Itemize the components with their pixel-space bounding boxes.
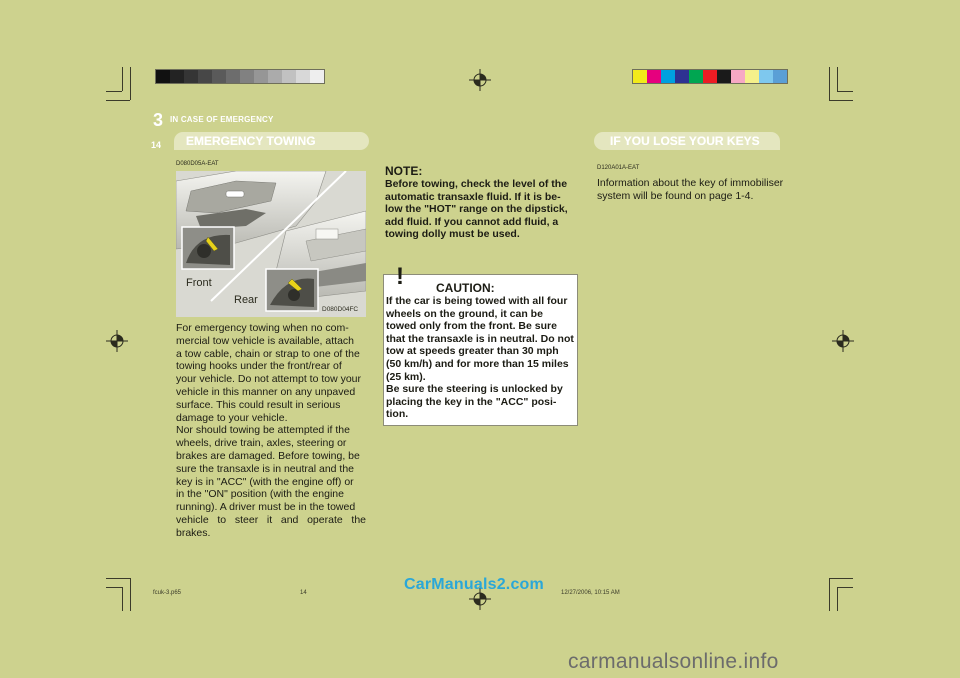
- crop-mark: [829, 578, 853, 579]
- warning-icon: !: [396, 263, 404, 290]
- caution-line: tow at speeds greater than 30 mph: [386, 345, 559, 358]
- grayscale-calibration-bar: [155, 69, 325, 84]
- color-swatch: [675, 70, 689, 83]
- crop-mark: [106, 91, 122, 92]
- crop-mark: [837, 67, 838, 91]
- crop-mark: [837, 91, 853, 92]
- color-swatch: [731, 70, 745, 83]
- crop-mark: [829, 67, 830, 100]
- lost-keys-text: [597, 177, 792, 203]
- note-line: low the "HOT" range on the dipstick,: [385, 203, 568, 216]
- color-swatch: [717, 70, 731, 83]
- gray-swatch: [170, 70, 184, 83]
- color-swatch: [661, 70, 675, 83]
- crop-mark: [829, 578, 830, 611]
- watermark-carmanuals[interactable]: CarManuals2.com: [404, 576, 544, 593]
- text-line: damage to your vehicle.: [176, 411, 288, 424]
- gray-swatch: [226, 70, 240, 83]
- text-line: towing hooks under the front/rear of: [176, 360, 342, 373]
- page-number: 14: [151, 140, 162, 150]
- caution-title: CAUTION:: [436, 281, 495, 295]
- color-swatch: [633, 70, 647, 83]
- caution-line: If the car is being towed with all four: [386, 295, 568, 307]
- color-swatch: [745, 70, 759, 83]
- section-banner-lost-keys: [594, 132, 780, 150]
- text-line: brakes are damaged. Before towing, be: [176, 449, 360, 462]
- footer-filename: fcuk-3.p65: [153, 590, 182, 596]
- gray-swatch: [198, 70, 212, 83]
- banner-title: IF YOU LOSE YOUR KEYS: [610, 134, 760, 148]
- car-towing-illustration: [176, 171, 366, 317]
- footer-timestamp: 12/27/2006, 10:15 AM: [561, 590, 620, 596]
- registration-mark-icon: [106, 330, 128, 352]
- text-line: in the "ON" position (with the engine: [176, 488, 344, 501]
- gray-swatch: [296, 70, 310, 83]
- color-swatch: [773, 70, 787, 83]
- text-line: key is in "ACC" (with the engine off) or: [176, 475, 354, 488]
- text-line: Information about the key of immobiliser: [597, 177, 784, 189]
- figure-code: D080D04FC: [322, 306, 359, 313]
- note-block: [385, 164, 577, 241]
- figure-label-rear: Rear: [234, 294, 258, 306]
- reference-code: D080D05A-EAT: [176, 161, 219, 167]
- caution-line: wheels on the ground, it can be: [386, 307, 543, 320]
- color-swatch: [703, 70, 717, 83]
- text-line: wheels, drive train, axles, steering or: [176, 437, 347, 450]
- text-line: your vehicle. Do not attempt to tow your: [176, 373, 362, 386]
- crop-mark: [106, 100, 130, 101]
- crop-mark: [837, 587, 853, 588]
- text-line: For emergency towing when no com-: [176, 322, 349, 334]
- crop-mark: [106, 587, 122, 588]
- caution-line: tion.: [386, 408, 409, 421]
- registration-mark-icon: [469, 69, 491, 91]
- gray-swatch: [310, 70, 324, 83]
- gray-swatch: [268, 70, 282, 83]
- gray-swatch: [282, 70, 296, 83]
- note-line: Before towing, check the level of the: [385, 178, 568, 190]
- section-number: 3: [153, 110, 164, 130]
- gray-swatch: [254, 70, 268, 83]
- figure-label-front: Front: [186, 277, 212, 289]
- caution-line: Be sure the steering is unlocked by: [386, 383, 563, 396]
- text-line: surface. This could result in serious: [176, 398, 341, 411]
- text-line: mercial tow vehicle is available, attach: [176, 334, 354, 347]
- note-line: towing dolly must be used.: [385, 228, 520, 241]
- gray-swatch: [212, 70, 226, 83]
- towing-hooks-illustration: [176, 171, 366, 317]
- registration-mark-icon: [832, 330, 854, 352]
- crop-mark: [106, 578, 130, 579]
- gray-swatch: [184, 70, 198, 83]
- crop-mark: [130, 578, 131, 611]
- crop-mark: [122, 587, 123, 611]
- crop-mark: [837, 587, 838, 611]
- banner-title: EMERGENCY TOWING: [186, 134, 316, 148]
- footer-page: 14: [300, 590, 307, 596]
- caution-line: towed only from the front. Be sure: [386, 320, 557, 333]
- gray-swatch: [240, 70, 254, 83]
- section-title: IN CASE OF EMERGENCY: [170, 115, 274, 124]
- crop-mark: [130, 67, 131, 100]
- note-title: NOTE:: [385, 164, 423, 178]
- caution-line: (50 km/h) and for more than 15 miles: [386, 357, 569, 370]
- caution-line: placing the key in the "ACC" posi-: [386, 395, 557, 408]
- color-swatch: [759, 70, 773, 83]
- towing-instructions-text: [176, 322, 366, 540]
- text-line: a tow cable, chain or strap to one of the: [176, 347, 360, 360]
- caution-line: (25 km).: [386, 370, 426, 383]
- text-line: running). A driver must be in the towed: [176, 501, 356, 514]
- text-line: sure the transaxle is in neutral and the: [176, 462, 355, 475]
- crop-mark: [122, 67, 123, 91]
- text-line: system will be found on page 1-4.: [597, 189, 754, 202]
- color-swatch: [689, 70, 703, 83]
- section-banner-emergency-towing: [174, 132, 369, 150]
- note-line: automatic transaxle fluid. If it is be-: [385, 190, 561, 203]
- text-line: vehicle to steer it and operate the brakes.: [176, 513, 366, 539]
- text-line: vehicle in this manner on any unpaved: [176, 385, 356, 398]
- note-line: add fluid. If you cannot add fluid, a: [385, 215, 559, 228]
- watermark-carmanualsonline[interactable]: carmanualsonline.info: [568, 650, 779, 673]
- text-line: Nor should towing be attempted if the: [176, 424, 350, 437]
- reference-code: D120A01A-EAT: [597, 165, 640, 171]
- caution-text: [386, 295, 576, 421]
- caution-box: [383, 263, 578, 426]
- color-swatch: [647, 70, 661, 83]
- gray-swatch: [156, 70, 170, 83]
- color-calibration-bar: [632, 69, 788, 84]
- crop-mark: [829, 100, 853, 101]
- caution-line: that the transaxle is in neutral. Do not: [386, 332, 574, 345]
